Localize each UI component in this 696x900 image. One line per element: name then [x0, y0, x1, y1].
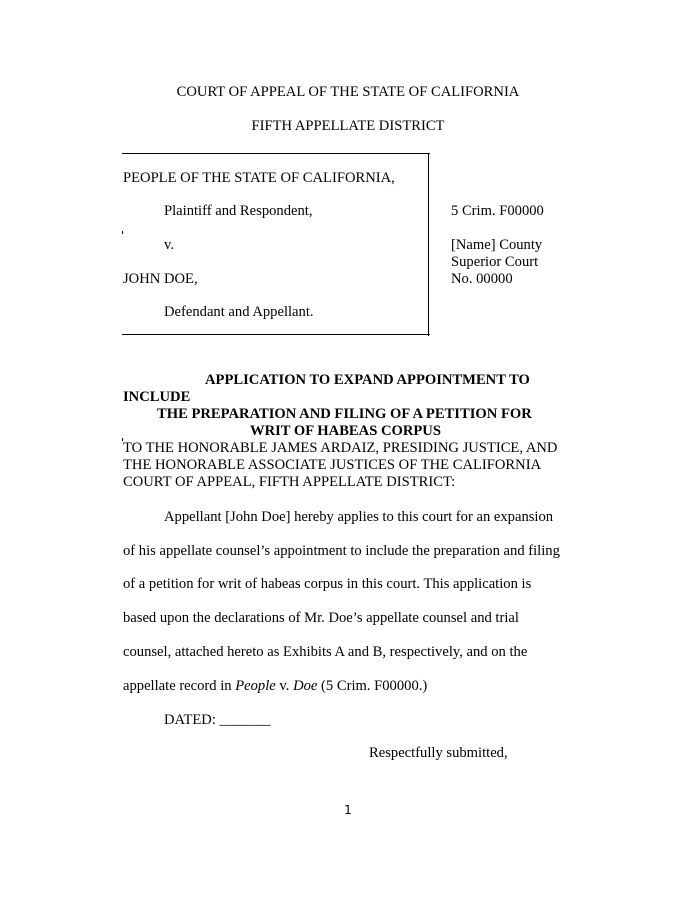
margin-mark	[122, 231, 123, 234]
body-line6-suffix: (5 Crim. F00000.)	[317, 678, 428, 694]
title-line3: WRIT OF HABEAS CORPUS	[250, 423, 441, 439]
body-line6-prefix: appellate record in	[123, 678, 236, 694]
body-line5: counsel, attached hereto as Exhibits A and B, respectively, and on the	[123, 644, 528, 660]
lower-court-line2: Superior Court	[451, 254, 539, 270]
defendant-role: Defendant and Appellant.	[164, 304, 314, 320]
title-line1: APPLICATION TO EXPAND APPOINTMENT TO	[205, 372, 530, 388]
body-line6	[123, 678, 427, 695]
address-line1: TO THE HONORABLE JAMES ARDAIZ, PRESIDING JUSTICE, AND	[123, 440, 558, 456]
lower-court-line1: [Name] County	[451, 237, 543, 253]
caption-right-rule	[428, 153, 429, 336]
plaintiff-name: PEOPLE OF THE STATE OF CALIFORNIA,	[123, 170, 395, 186]
versus: v.	[164, 237, 174, 253]
address-line2: THE HONORABLE ASSOCIATE JUSTICES OF THE CALIFORNIA	[123, 457, 542, 473]
case-name-versus: v.	[275, 678, 294, 694]
caption-top-rule	[122, 153, 430, 154]
address-line3: COURT OF APPEAL, FIFTH APPELLATE DISTRICT:	[123, 474, 456, 490]
court-name: COURT OF APPEAL OF THE STATE OF CALIFORNIA	[176, 84, 520, 100]
page-number: 1	[344, 803, 352, 817]
body-line3: of a petition for writ of habeas corpus in this court. This application is	[123, 576, 532, 592]
case-name-people: People	[235, 678, 276, 694]
plaintiff-role: Plaintiff and Respondent,	[164, 203, 313, 219]
defendant-name: JOHN DOE,	[123, 271, 198, 287]
title-line2: THE PREPARATION AND FILING OF A PETITION FOR	[157, 406, 532, 422]
dated-line: DATED: _______	[164, 712, 271, 728]
lower-court-number: No. 00000	[451, 271, 513, 287]
caption-bottom-rule	[122, 334, 430, 335]
case-number: 5 Crim. F00000	[451, 203, 544, 219]
body-line4: based upon the declarations of Mr. Doe’s appellate counsel and trial	[123, 610, 519, 626]
district-name: FIFTH APPELLATE DISTRICT	[251, 118, 445, 134]
title-line1b: INCLUDE	[123, 389, 191, 405]
closing: Respectfully submitted,	[369, 745, 508, 761]
case-name-doe: Doe	[293, 678, 318, 694]
body-line1: Appellant [John Doe] hereby applies to this court for an expansion	[164, 509, 554, 525]
body-line2: of his appellate counsel’s appointment to include the preparation and filing	[123, 543, 560, 559]
